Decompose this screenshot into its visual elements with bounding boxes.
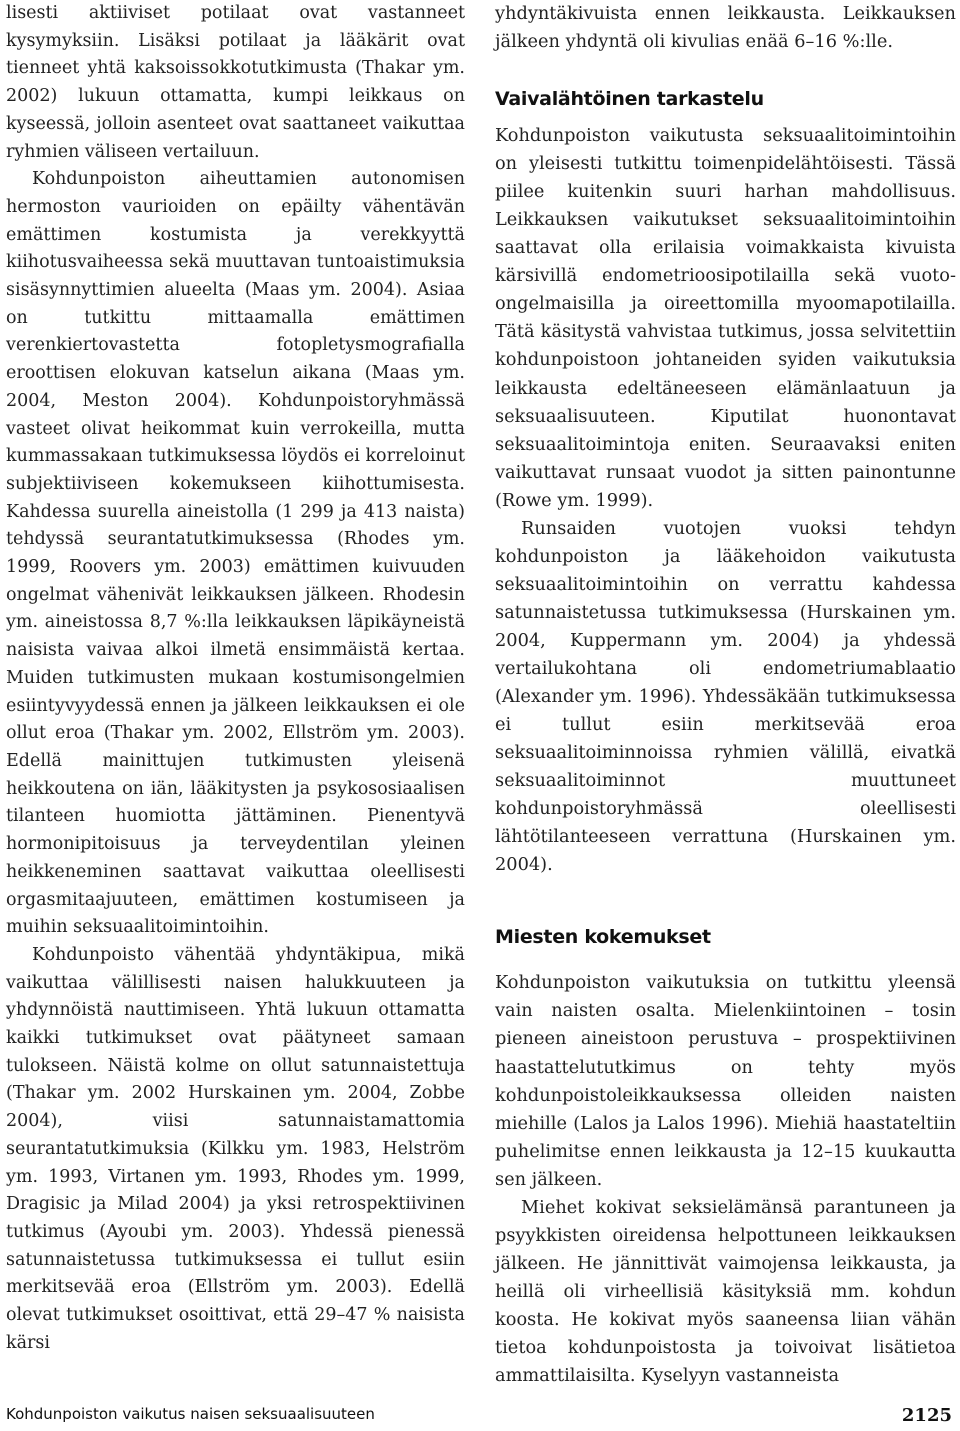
paragraph-men-findings: Miehet kokivat seksielämänsä parantuneen ja psyykkisten oireidensa helpottuneen leikkauksen jälkeen. He jännittivät vaimojensa leikkausta, ja heillä oli virheellisiä käsityksiä mm. kohdun koosta. He kokivat myös saaneensa liian vähän tietoa kohdunpoistosta ja toivoivat lisätietoa ammattilaisilta. Kyselyyn vastanneista — [495, 1197, 956, 1387]
page-number: 2125 — [901, 1405, 952, 1426]
right-column — [495, 0, 956, 1390]
left-column — [6, 0, 465, 1357]
paragraph-heavy-bleeding: Runsaiden vuotojen vuoksi tehdyn kohdunpoiston ja lääkehoidon vaikutusta seksuaalitoimintoihin on verrattu kahdessa satunnaistetussa tutkimuksessa (Hurskainen ym. 2004, Kuppermann ym. 2004) ja yhdessä vertailukohtana oli endometriumablaatio (Alexander ym. 1996). Yhdessäkään tutkimuksessa ei tullut esiin merkitsevää eroa seksuaalitoiminnoissa ryhmien välillä, eivatkä seksuaalitoiminnot muuttuneet kohdunpoistoryhmässä oleellisesti lähtötilanteeseen verrattuna (Hurskainen ym. 2004). — [495, 518, 956, 876]
section-heading-miesten-kokemukset: Miesten kokemukset — [495, 926, 711, 949]
paragraph-men-study: Kohdunpoiston vaikutuksia on tutkittu yleensä vain naisten osalta. Mielenkiintoinen – tosin pieneen aineistoon perustuva – prospektiivinen haastattelututkimus on tehty myös kohdunpoistoleikkauksessa olleiden naisten miehille (Lalos ja Lalos 1996). Miehiä haastateltiin puhelimitse ennen leikkausta ja 12–15 kuukautta sen jälkeen. — [495, 973, 956, 1190]
paragraph-continuation: lisesti aktiiviset potilaat ovat vastanneet kysymyksiin. Lisäksi potilaat ja lääkärit ovat tienneet yhtä kaksoissokkotutkimusta (Thakar ym. 2002) lukuun ottamatta, kumpi leikkaus on kyseessä, jolloin asenteet ovat saattaneet vaikuttaa ryhmien väliseen vertailuun. — [6, 3, 465, 162]
running-footer-title: Kohdunpoiston vaikutus naisen seksuaalisuuteen — [6, 1405, 375, 1423]
paragraph-dyspareunia: Kohdunpoisto vähentää yhdyntäkipua, mikä vaikuttaa välillisesti naisen halukkuuteen ja yhdynnöistä nauttimiseen. Yhtä lukuun ottamatta kaikki tutkimukset ovat päätyneet samaan tulokseen. Näistä kolme on ollut satunnaistettuja (Thakar ym. 2002 Hurskainen ym. 2004, Zobbe 2004), viisi satunnaistamattomia seurantatutkimuksia (Kilkku ym. 1983, Helström ym. 1993, Virtanen ym. 1993, Rhodes ym. 1999, Dragisic ja Milad 2004) ja yksi retrospektiivinen tutkimus (Ayoubi ym. 2003). Yhdessä pienessä satunnaistetussa tutkimuksessa ei tullut esiin merkitsevää eroa (Ellström ym. 2003). Edellä olevat tutkimukset osoittivat, että 29–47 % naisista kärsi — [6, 944, 465, 1353]
section-heading-vaivalahtoinen: Vaivalähtöinen tarkastelu — [495, 88, 764, 111]
paragraph-indication-based: Kohdunpoiston vaikutusta seksuaalitoimintoihin on yleisesti tutkittu toimenpidelähtöisesti. Tässä piilee kuitenkin suuri harhan mahdollisuus. Leikkauksen vaikutukset seksuaalitoimintoihin saattavat olla erilaisia voimakkaista kivuista kärsivillä endometrioosipotilailla sekä vuoto-ongelmaisilla ja oireettomilla myoomapotilailla. Tätä käsitystä vahvistaa tutkimus, jossa selvitettiin kohdunpoistoon johtaneiden syiden vaikutuksia leikkausta edeltäneeseen elämänlaatuun ja seksuaalisuuteen. Kiputilat huonontavat seksuaalitoimintoja eniten. Seuraavaksi eniten vaikuttavat runsaat vuodot ja sitten painontunne (Rowe ym. 1999). — [495, 126, 956, 511]
paragraph-continuation-right: yhdyntäkivuista ennen leikkausta. Leikkauksen jälkeen yhdyntä oli kivulias enää 6–16 %:lle. — [495, 4, 956, 53]
paragraph-autonomic-nerves: Kohdunpoiston aiheuttamien autonomisen hermoston vaurioiden on epäilty vähentävän emättimen kostumista ja verekkyyttä kiihotusvaiheessa sekä muuttavan tuntoaistimuksia sisäsynnyttimien alueelta (Maas ym. 2004). Asiaa on tutkittu mittaamalla emättimen verenkiertovastetta fotopletysmografialla eroottisen elokuvan katselun aikana (Maas ym. 2004, Meston 2004). Kohdunpoistoryhmässä vasteet olivat heikommat kuin verrokeilla, mutta kummassakaan tutkimuksessa löydös ei korreloinut subjektiiviseen kokemukseen kiihottumisesta. Kahdessa suurella aineistolla (1 299 ja 413 naista) tehdyssä seurantatutkimuksessa (Rhodes ym. 1999, Roovers ym. 2003) emättimen kuivuuden ongelmat vähenivät leikkauksen jälkeen. Rhodesin ym. aineistossa 8,7 %:lla leikkauksen läpikäyneistä naisista vaivaa alkoi ilmetä ensimmäistä kertaa. Muiden tutkimusten mukaan kostumisongelmien esiintyvyydessä ennen ja jälkeen leikkauksen ei ole ollut eroa (Thakar ym. 2002, Ellström ym. 2003). Edellä mainittujen tutkimusten yleisenä heikkoutena on iän, lääkitysten ja psykososiaalisen tilanteen huomiotta jättäminen. Pienentyvä hormonipitoisuus ja terveydentilan yleinen heikkeneminen saattavat vaikuttaa oleellisesti orgasmitaajuuteen, emättimen kostumiseen ja muihin seksuaalitoimintoihin. — [6, 169, 465, 938]
